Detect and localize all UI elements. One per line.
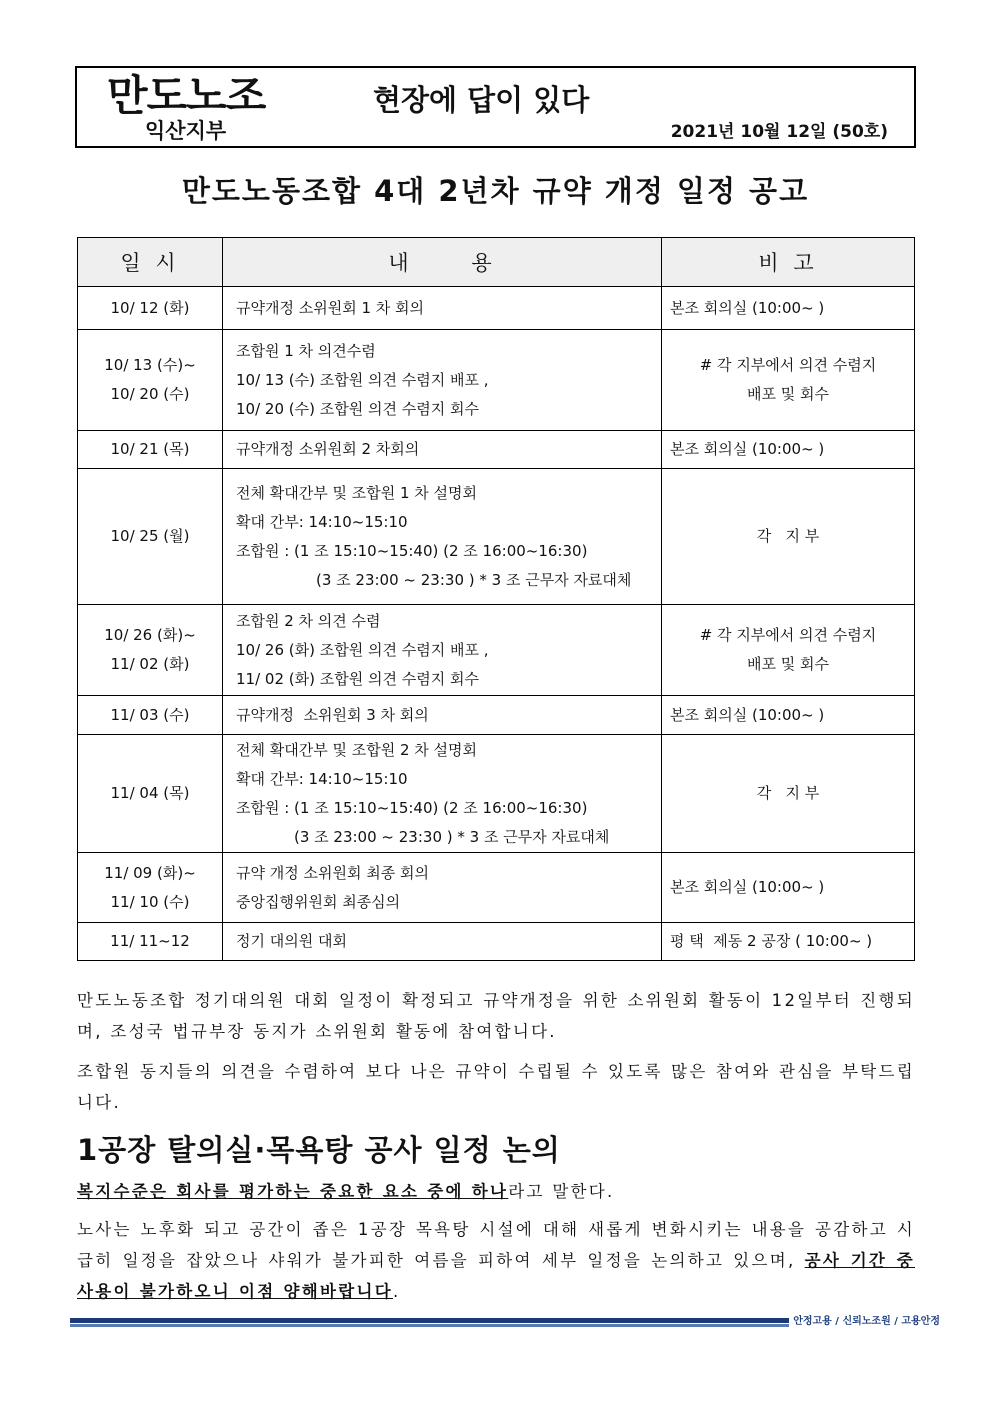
row-note: 본조 회의실 (10:00~ ) [662,853,915,923]
row-content: 규약 개정 소위원회 최종 회의 중앙집행위원회 최종심의 [223,853,662,923]
row-content: 규약개정 소위원회 3 차 회의 [223,696,662,735]
schedule-table [77,237,915,961]
header-date: 일 시 [78,238,223,287]
row-content: 전체 확대간부 및 조합원 2 차 설명회 확대 간부: 14:10~15:10 조합원 : (1 조 15:10~15:40) (2 조 16:00~16:30) (3 조 23:00 ~ 23:30 ) * 3 조 근무자 자료대체 [223,735,662,853]
row-date: 11/ 03 (수) [78,696,223,735]
table-row [78,923,915,961]
row-date: 11/ 04 (목) [78,735,223,853]
row-date: 10/ 12 (화) [78,287,223,330]
row-note: 본조 회의실 (10:00~ ) [662,431,915,469]
row-note: 본조 회의실 (10:00~ ) [662,287,915,330]
notice-paragraph-1: 만도노동조합 정기대의원 대회 일정이 확정되고 규약개정을 위한 소위원회 활동이 12일부터 진행되며, 조성국 법규부장 동지가 소위원회 활동에 참여합니다. [77,991,915,1041]
table-row [78,605,915,696]
table-row [78,735,915,853]
lead-emphasis: 복지수준은 회사를 평가하는 중요한 요소 중에 하나 [77,1182,509,1201]
row-note: # 각 지부에서 의견 수렴지 배포 및 회수 [662,330,915,431]
notice-title: 만도노동조합 4대 2년차 규약 개정 일정 공고 [181,174,810,208]
footer-slogan: 안정고용 / 신뢰노조원 / 고용안정 [789,1313,944,1331]
header-content: 내 용 [223,238,662,287]
row-content: 규약개정 소위원회 2 차회의 [223,431,662,469]
table-row [78,853,915,923]
lead-rest: 라고 말한다. [508,1182,615,1201]
union-logo: 만도노조 [107,71,266,120]
row-date: 10/ 26 (화)~ 11/ 02 (화) [78,605,223,696]
section-body [77,1214,915,1307]
body-emphasis: 공사 기간 중 사용이 불가하오니 이점 양해바랍니다 [77,1251,915,1301]
branch-name: 익산지부 [145,119,227,143]
row-content: 조합원 1 차 의견수렴 10/ 13 (수) 조합원 의견 수렴지 배포 , 10/ 20 (수) 조합원 의견 수렴지 회수 [223,330,662,431]
table-row [78,287,915,330]
newsletter-header [75,66,916,148]
row-note: 각 지 부 [662,469,915,605]
body-end: . [392,1282,401,1301]
row-date: 10/ 21 (목) [78,431,223,469]
table-row [78,431,915,469]
row-note: 각 지 부 [662,735,915,853]
row-content: 조합원 2 차 의견 수렴 10/ 26 (화) 조합원 의견 수렴지 배포 , 11/ 02 (화) 조합원 의견 수렴지 회수 [223,605,662,696]
row-date: 10/ 13 (수)~ 10/ 20 (수) [78,330,223,431]
header-note: 비 고 [662,238,915,287]
row-date: 10/ 25 (월) [78,469,223,605]
row-content: 전체 확대간부 및 조합원 1 차 설명회 확대 간부: 14:10~15:10 조합원 : (1 조 15:10~15:40) (2 조 16:00~16:30) (3 조 23:00 ~ 23:30 ) * 3 조 근무자 자료대체 [223,469,662,605]
row-note: 본조 회의실 (10:00~ ) [662,696,915,735]
row-content: 규약개정 소위원회 1 차 회의 [223,287,662,330]
section-title: 1공장 탈의실·목욕탕 공사 일정 논의 [77,1133,561,1167]
table-header-row [78,238,915,287]
row-content: 정기 대의원 대회 [223,923,662,961]
slogan: 현장에 답이 있다 [373,83,590,117]
body-text: 노사는 노후화 되고 공간이 좁은 1공장 목욕탕 시설에 대해 새롭게 변화시키는 내용을 공감하고 시급히 일정을 잡았으나 샤워가 불가피한 여름을 피하여 세부 일정을 논의하고 있으며, [77,1220,915,1270]
notice-paragraph-2: 조합원 동지들의 의견을 수렴하여 보다 나은 규약이 수립될 수 있도록 많은 참여와 관심을 부탁드립니다. [77,1062,915,1112]
table-row [78,330,915,431]
row-date: 11/ 11~12 [78,923,223,961]
row-note: 평 택 제동 2 공장 ( 10:00~ ) [662,923,915,961]
section-lead [77,1176,915,1207]
table-row [78,469,915,605]
issue-date: 2021년 10월 12일 (50호) [670,122,888,142]
table-row [78,696,915,735]
row-date: 11/ 09 (화)~ 11/ 10 (수) [78,853,223,923]
row-note: # 각 지부에서 의견 수렴지 배포 및 회수 [662,605,915,696]
